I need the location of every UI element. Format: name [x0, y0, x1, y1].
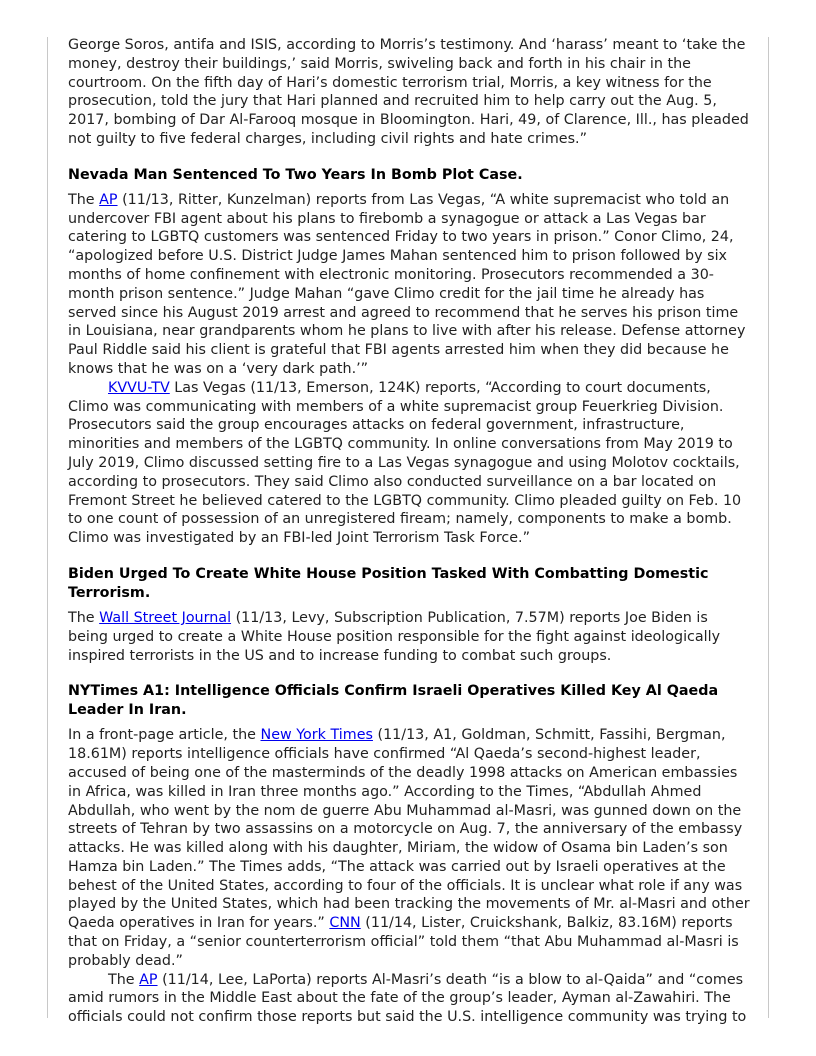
source-link-cnn[interactable]: CNN	[329, 915, 361, 932]
article-headline-biden: Biden Urged To Create White House Position Tasked With Combatting Domestic Terrorism.	[68, 565, 709, 601]
article-paragraph: The Wall Street Journal (11/13, Levy, Subscription Publication, 7.57M) reports Joe Biden is being urged to create a White House position responsible for the fight against ideologically inspired terrorists in the US and to increase funding to combat such groups.	[68, 609, 721, 664]
document-page	[68, 36, 752, 1027]
intro-paragraph: George Soros, antifa and ISIS, according to Morris’s testimony. And ‘harass’ meant to ‘take the money, destroy their buildings,’ said Morris, swiveling back and forth in his chair in the courtroom. On the fifth day of Hari’s domestic terrorism trial, Morris, a key witness for the prosecution, told the jury that Hari planned and recruited him to help carry out the Aug. 5, 2017, bombing of Dar Al-Farooq mosque in Bloomington. Hari, 49, of Clarence, Ill., has pleaded not guilty to five federal charges, including civil rights and hate crimes.”	[68, 37, 749, 147]
source-link-wsj[interactable]: Wall Street Journal	[99, 609, 232, 626]
source-link-ap[interactable]: AP	[99, 191, 118, 208]
source-link-ap[interactable]: AP	[139, 971, 158, 988]
right-margin-rule	[768, 37, 769, 1018]
article-headline-nytimes: NYTimes A1: Intelligence Officials Confirm Israeli Operatives Killed Key Al Qaeda Leader In Iran.	[68, 683, 719, 719]
article-paragraph: The AP (11/14, Lee, LaPorta) reports Al-Masri’s death “is a blow to al-Qaida” and “comes amid rumors in the Middle East about the fate of the group’s leader, Ayman al-Zawahiri. The officials could not confirm those reports but said the U.S. intelligence community was trying to	[68, 971, 747, 1026]
source-link-kvvu[interactable]: KVVU-TV	[108, 379, 170, 396]
source-link-nyt[interactable]: New York Times	[260, 727, 373, 744]
article-headline-nevada: Nevada Man Sentenced To Two Years In Bomb Plot Case.	[68, 166, 523, 183]
article-paragraph: The AP (11/13, Ritter, Kunzelman) reports from Las Vegas, “A white supremacist who told an undercover FBI agent about his plans to firebomb a synagogue or attack a Las Vegas bar catering to LGBTQ customers was sentenced Friday to two years in prison.” Conor Climo, 24, “apologized before U.S. District Judge James Mahan sentenced him to prison followed by six months of home confinement with electronic monitoring. Prosecutors recommended a 30-month prison sentence.” Judge Mahan “gave Climo credit for the jail time he already has served since his August 2019 arrest and agreed to recommend that he serves his prison time in Louisiana, near grandparents whom he plans to live with after his release. Defense attorney Paul Riddle said his client is grateful that FBI agents arrested him when they did because he knows that he was on a ‘very dark path.’”	[68, 191, 746, 377]
article-paragraph: In a front-page article, the New York Times (11/13, A1, Goldman, Schmitt, Fassihi, Bergman, 18.61M) reports intelligence officials have confirmed “Al Qaeda’s second-highest leader, accused of being one of the masterminds of the deadly 1998 attacks on American embassies in Africa, was killed in Iran three months ago.” According to the Times, “Abdullah Ahmed Abdullah, who went by the nom de guerre Abu Muhammad al-Masri, was gunned down on the streets of Tehran by two assassins on a motorcycle on Aug. 7, the anniversary of the embassy attacks. He was killed along with his daughter, Miriam, the widow of Osama bin Laden’s son Hamza bin Laden.” The Times adds, “The attack was carried out by Israeli operatives at the behest of the United States, according to four of the officials. It is unclear what role if any was played by the United States, which had been tracking the movements of Mr. al-Masri and other Qaeda operatives in Iran for years.” CNN (11/14, Lister, Cruickshank, Balkiz, 83.16M) reports that on Friday, a “senior counterterrorism official” told them “that Abu Muhammad al-Masri is probably dead.”	[68, 727, 750, 969]
left-margin-rule	[47, 37, 48, 1018]
article-paragraph: KVVU-TV Las Vegas (11/13, Emerson, 124K) reports, “According to court documents, Climo was communicating with members of a white supremacist group Feuerkrieg Division. Prosecutors said the group encourages attacks on federal government, infrastructure, minorities and members of the LGBTQ community. In online conversations from May 2019 to July 2019, Climo discussed setting fire to a Las Vegas synagogue and using Molotov cocktails, according to prosecutors. They said Climo also conducted surveillance on a bar located on Fremont Street he believed catered to the LGBTQ community. Climo pleaded guilty on Feb. 10 to one count of possession of an unregistered fiream; namely, components to make a bomb. Climo was investigated by an FBI-led Joint Terrorism Task Force.”	[68, 379, 742, 547]
